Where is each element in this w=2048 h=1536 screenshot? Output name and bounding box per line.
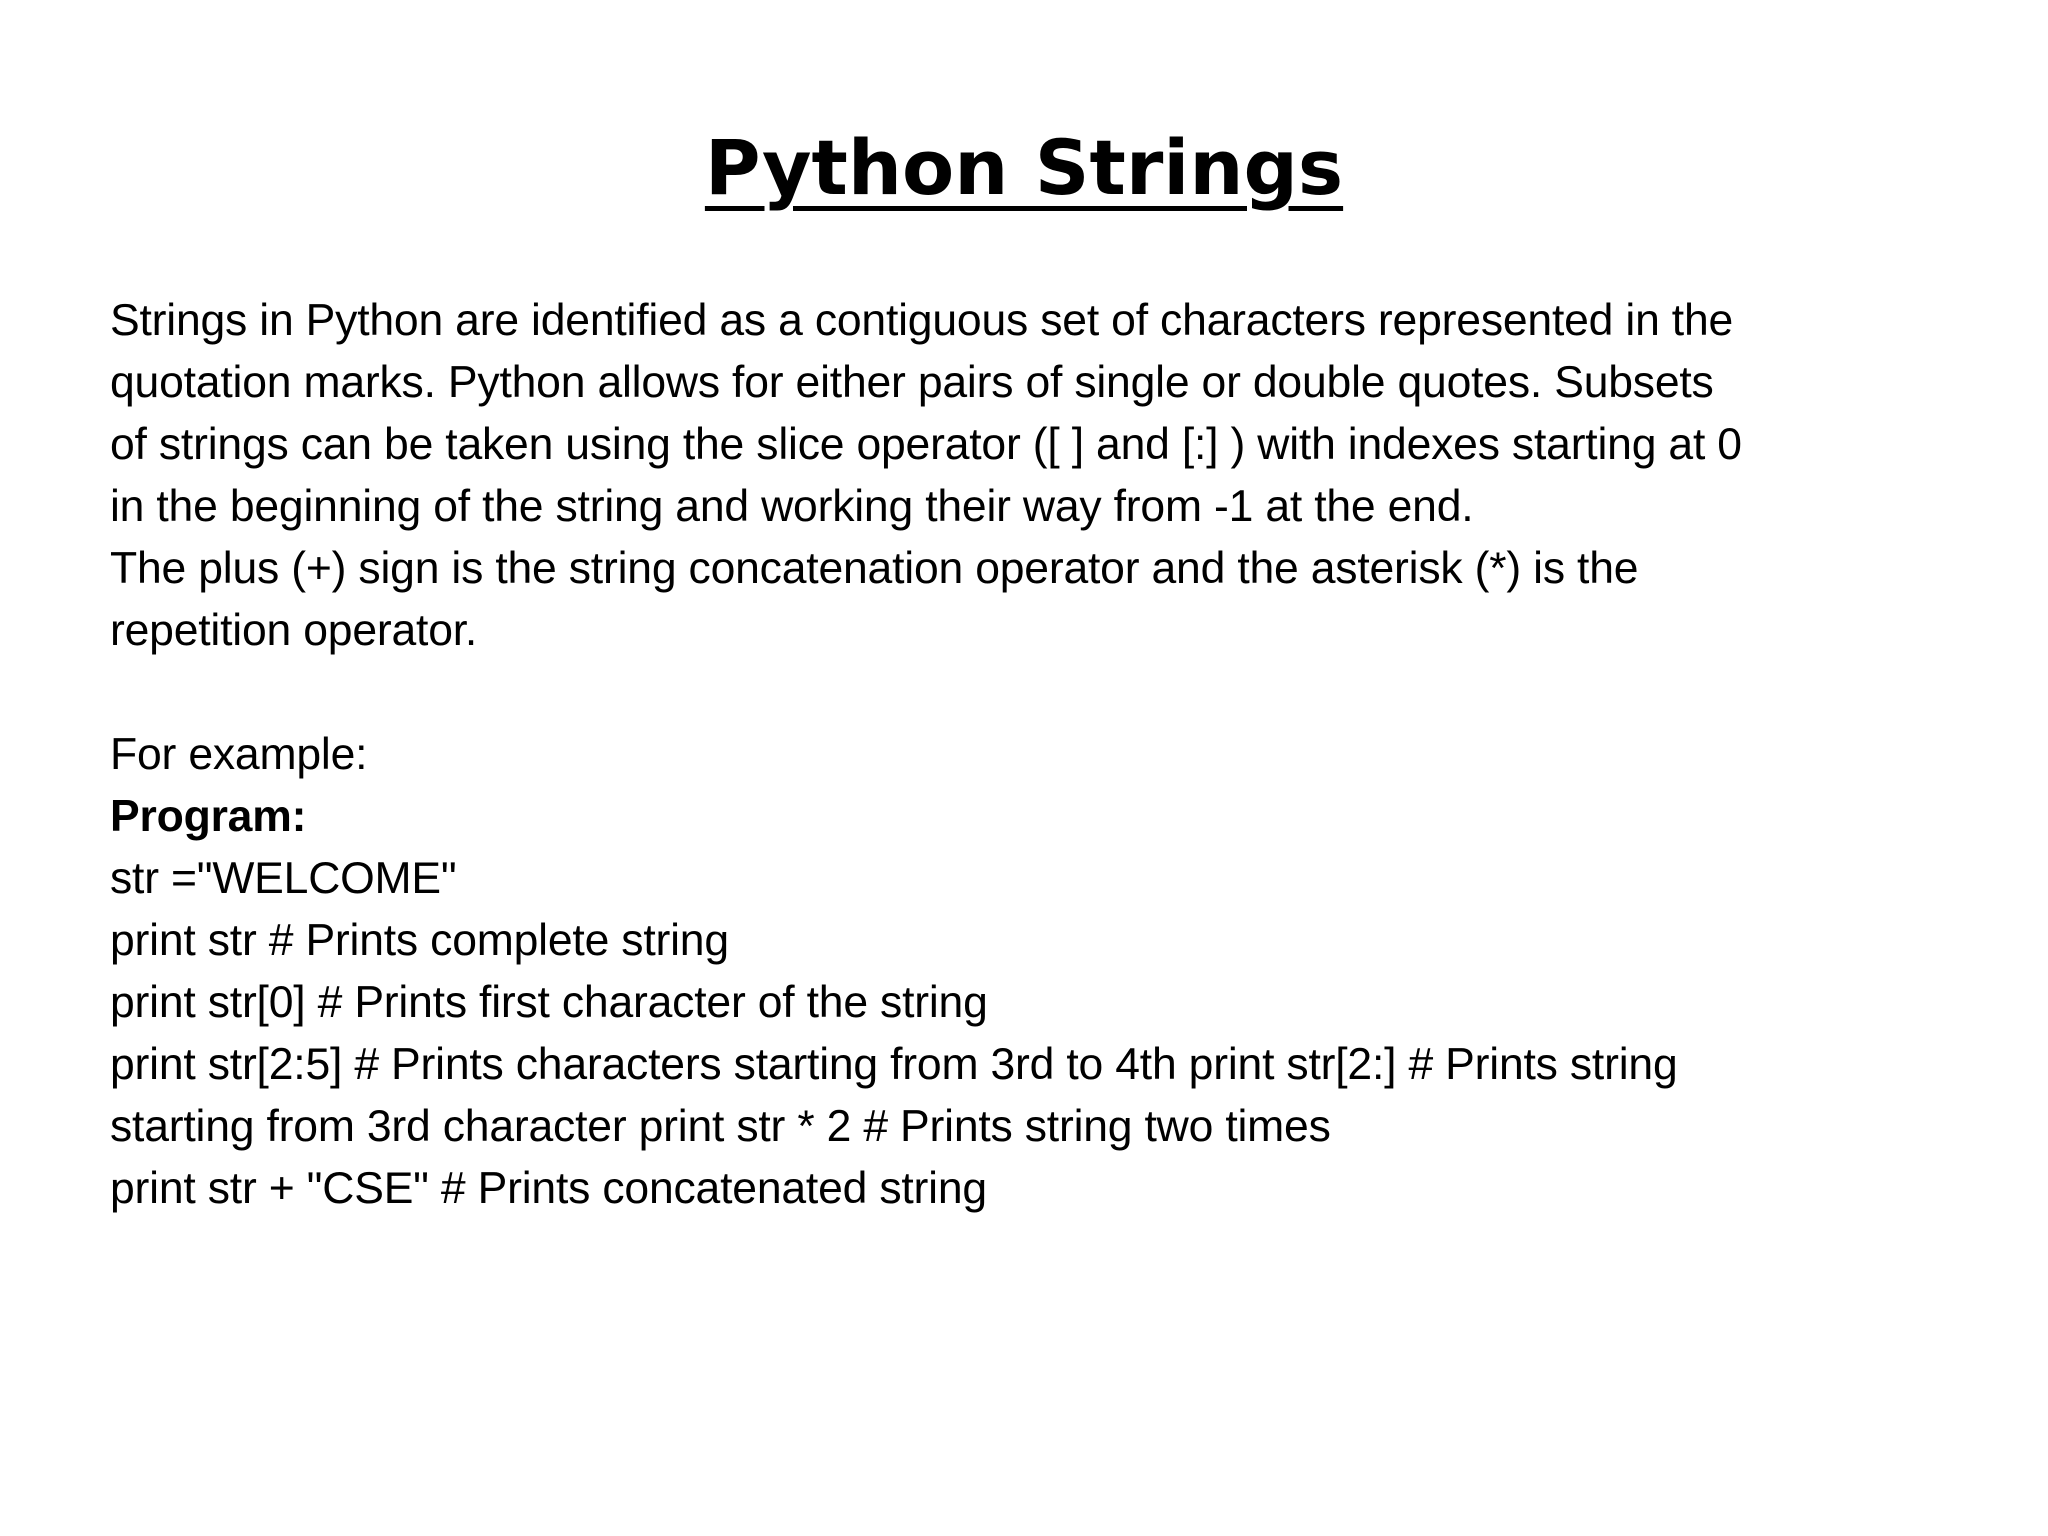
code-line: starting from 3rd character print str * 2 # Prints string two times [110, 1102, 1331, 1151]
intro-line: Strings in Python are identified as a contiguous set of characters represented in the [110, 296, 1734, 345]
blank-line [110, 662, 1990, 724]
slide-title: Python Strings [704, 123, 1344, 212]
intro-line: in the beginning of the string and working their way from -1 at the end. [110, 482, 1474, 531]
code-line: print str[0] # Prints first character of the string [110, 978, 988, 1027]
intro-line: repetition operator. [110, 606, 478, 655]
code-line: str ="WELCOME" [110, 854, 457, 903]
intro-line: quotation marks. Python allows for either pairs of single or double quotes. Subsets [110, 358, 1714, 407]
program-label: Program: [110, 792, 307, 841]
slide-body [110, 290, 1990, 1220]
intro-line: The plus (+) sign is the string concatenation operator and the asterisk (*) is the [110, 544, 1639, 593]
code-line: print str + "CSE" # Prints concatenated string [110, 1164, 987, 1213]
code-line: print str[2:5] # Prints characters starting from 3rd to 4th print str[2:] # Prints string [110, 1040, 1678, 1089]
example-label: For example: [110, 730, 368, 779]
intro-line: of strings can be taken using the slice operator ([ ] and [:] ) with indexes starting at 0 [110, 420, 1742, 469]
code-line: print str # Prints complete string [110, 916, 729, 965]
